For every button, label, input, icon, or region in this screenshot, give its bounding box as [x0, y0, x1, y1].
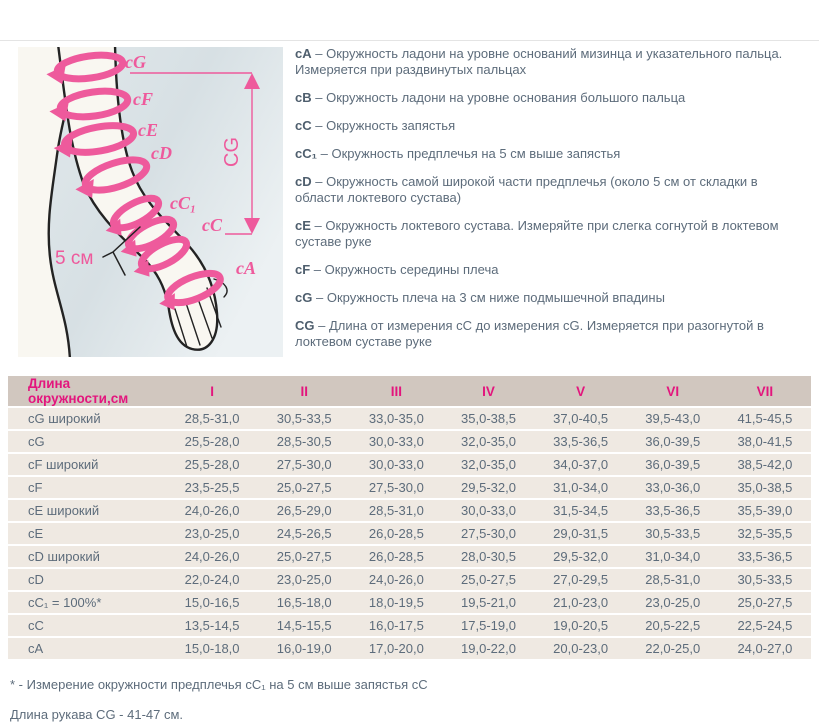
legend-item-text: Окружность ладони на уровне оснований мизинца и указательного пальца. Измеряется при раздвинутых пальцах	[295, 46, 783, 77]
size-value: 28,5-31,0	[166, 408, 258, 429]
measurement-label-cc: cC	[202, 215, 222, 235]
size-value: 23,0-25,0	[258, 569, 350, 590]
size-value: 34,0-37,0	[535, 454, 627, 475]
legend-item-text: Окружность ладони на уровне основания большого пальца	[326, 90, 686, 105]
size-value: 16,5-18,0	[258, 592, 350, 613]
legend-item	[295, 90, 809, 106]
size-value: 27,5-30,0	[442, 523, 534, 544]
legend-item-label: cC	[295, 118, 312, 133]
legend-item-separator: –	[315, 46, 323, 61]
footnote-sleeve-length: Длина рукава CG - 41-47 см.	[10, 707, 184, 722]
legend-item-text: Окружность самой широкой части предплечья (около 5 см от складки в области локтевого сустава)	[295, 174, 758, 205]
legend-item-label: CG	[295, 318, 315, 333]
size-value: 30,0-33,0	[442, 500, 534, 521]
size-value: 24,0-26,0	[166, 500, 258, 521]
size-value: 23,5-25,5	[166, 477, 258, 498]
size-value: 41,5-45,5	[719, 408, 811, 429]
five-cm-label: 5 см	[55, 248, 94, 269]
size-value: 22,0-24,0	[166, 569, 258, 590]
row-label: cD широкий	[8, 546, 166, 567]
size-value: 36,0-39,5	[627, 431, 719, 452]
legend-item-separator: –	[314, 218, 322, 233]
legend	[283, 46, 809, 362]
table-row	[8, 592, 811, 613]
size-value: 25,0-27,5	[258, 546, 350, 567]
table-row	[8, 408, 811, 429]
footnote-asterisk: * - Измерение окружности предплечья cC₁ на 5 см выше запястья cC	[10, 677, 428, 692]
legend-item-label: cG	[295, 290, 313, 305]
row-label: cG широкий	[8, 408, 166, 429]
size-value: 15,0-16,5	[166, 592, 258, 613]
size-value: 37,0-40,5	[535, 408, 627, 429]
size-value: 18,0-19,5	[350, 592, 442, 613]
row-label: cE	[8, 523, 166, 544]
measurement-label-cg: cG	[125, 52, 146, 72]
size-value: 38,5-42,0	[719, 454, 811, 475]
size-value: 31,0-34,0	[627, 546, 719, 567]
size-value: 30,0-33,0	[350, 431, 442, 452]
cg-dimension-label: CG	[221, 137, 243, 167]
size-value: 19,0-22,0	[442, 638, 534, 659]
size-value: 27,0-29,5	[535, 569, 627, 590]
legend-item-label: cF	[295, 262, 311, 277]
size-value: 33,5-36,5	[627, 500, 719, 521]
footnotes	[10, 677, 819, 722]
column-header-size-3: III	[350, 376, 442, 406]
legend-item-label: cE	[295, 218, 311, 233]
size-value: 30,5-33,5	[719, 569, 811, 590]
size-value: 25,5-28,0	[166, 431, 258, 452]
size-value: 21,0-23,0	[535, 592, 627, 613]
legend-item-label: cD	[295, 174, 312, 189]
size-value: 39,5-43,0	[627, 408, 719, 429]
size-value: 14,5-15,5	[258, 615, 350, 636]
legend-item-label: cB	[295, 90, 312, 105]
size-value: 26,5-29,0	[258, 500, 350, 521]
size-value: 13,5-14,5	[166, 615, 258, 636]
table-row	[8, 638, 811, 659]
size-value: 16,0-17,5	[350, 615, 442, 636]
size-value: 30,0-33,0	[350, 454, 442, 475]
size-value: 25,0-27,5	[258, 477, 350, 498]
size-value: 25,5-28,0	[166, 454, 258, 475]
size-table	[8, 374, 811, 661]
table-row	[8, 546, 811, 567]
arm-measurement-diagram	[18, 47, 283, 357]
size-value: 24,0-26,0	[166, 546, 258, 567]
table-row	[8, 615, 811, 636]
size-value: 15,0-18,0	[166, 638, 258, 659]
size-value: 33,5-36,5	[719, 546, 811, 567]
legend-item-text: Длина от измерения cC до измерения cG. Измеряется при разогнутой в локтевом суставе руке	[295, 318, 764, 349]
size-value: 33,0-35,0	[350, 408, 442, 429]
size-value: 29,5-32,0	[535, 546, 627, 567]
legend-item	[295, 174, 809, 206]
legend-item-separator: –	[318, 318, 326, 333]
size-value: 32,5-35,5	[719, 523, 811, 544]
size-value: 27,5-30,0	[258, 454, 350, 475]
size-value: 30,5-33,5	[627, 523, 719, 544]
size-value: 20,5-22,5	[627, 615, 719, 636]
measurement-label-ca: cA	[236, 258, 256, 278]
row-label: cG	[8, 431, 166, 452]
measurement-label-cd: cD	[151, 143, 172, 163]
size-table-body	[8, 408, 811, 659]
size-value: 35,0-38,5	[719, 477, 811, 498]
legend-item	[295, 318, 809, 350]
legend-item-text: Окружность плеча на 3 см ниже подмышечной впадины	[326, 290, 665, 305]
legend-item-label: cC₁	[295, 146, 317, 161]
size-value: 24,0-27,0	[719, 638, 811, 659]
size-value: 31,5-34,5	[535, 500, 627, 521]
upper-section	[0, 41, 819, 362]
size-value: 23,0-25,0	[627, 592, 719, 613]
size-value: 28,0-30,5	[442, 546, 534, 567]
size-value: 28,5-30,5	[258, 431, 350, 452]
size-value: 19,0-20,5	[535, 615, 627, 636]
size-value: 26,0-28,5	[350, 546, 442, 567]
top-divider	[0, 0, 819, 41]
size-value: 35,0-38,5	[442, 408, 534, 429]
column-header-size-4: IV	[442, 376, 534, 406]
row-label: cF	[8, 477, 166, 498]
size-value: 30,5-33,5	[258, 408, 350, 429]
legend-item-text: Окружность предплечья на 5 см выше запястья	[331, 146, 621, 161]
size-value: 32,0-35,0	[442, 454, 534, 475]
row-label: cA	[8, 638, 166, 659]
table-row	[8, 454, 811, 475]
size-value: 23,0-25,0	[166, 523, 258, 544]
legend-item	[295, 118, 809, 134]
legend-item-text: Окружность запястья	[326, 118, 456, 133]
size-value: 24,5-26,5	[258, 523, 350, 544]
row-label: cC	[8, 615, 166, 636]
legend-item	[295, 46, 809, 78]
legend-item	[295, 262, 809, 278]
column-header-size-2: II	[258, 376, 350, 406]
column-header-size-6: VI	[627, 376, 719, 406]
size-value: 38,0-41,5	[719, 431, 811, 452]
column-header-size-5: V	[535, 376, 627, 406]
column-header-size-7: VII	[719, 376, 811, 406]
column-header-measurement: Длина окружности,см	[8, 376, 166, 406]
size-value: 19,5-21,0	[442, 592, 534, 613]
size-value: 17,0-20,0	[350, 638, 442, 659]
table-row	[8, 500, 811, 521]
table-row	[8, 523, 811, 544]
size-value: 26,0-28,5	[350, 523, 442, 544]
legend-item	[295, 290, 809, 306]
legend-item-separator: –	[315, 90, 323, 105]
size-value: 33,5-36,5	[535, 431, 627, 452]
size-value: 29,5-32,0	[442, 477, 534, 498]
column-header-size-1: I	[166, 376, 258, 406]
legend-item	[295, 218, 809, 250]
table-row	[8, 569, 811, 590]
row-label: cF широкий	[8, 454, 166, 475]
size-value: 29,0-31,5	[535, 523, 627, 544]
measurement-label-cf: cF	[133, 89, 153, 109]
size-value: 22,0-25,0	[627, 638, 719, 659]
size-value: 31,0-34,0	[535, 477, 627, 498]
row-label: cC₁ = 100%*	[8, 592, 166, 613]
size-value: 20,0-23,0	[535, 638, 627, 659]
legend-item-text: Окружность середины плеча	[324, 262, 499, 277]
size-value: 35,5-39,0	[719, 500, 811, 521]
measurement-label-cc1: cC₁	[170, 193, 197, 213]
legend-item-separator: –	[313, 262, 322, 277]
size-value: 28,5-31,0	[627, 569, 719, 590]
size-value: 25,0-27,5	[442, 569, 534, 590]
table-row	[8, 477, 811, 498]
size-value: 32,0-35,0	[442, 431, 534, 452]
size-value: 24,0-26,0	[350, 569, 442, 590]
size-value: 16,0-19,0	[258, 638, 350, 659]
legend-item-separator: –	[315, 118, 323, 133]
size-value: 22,5-24,5	[719, 615, 811, 636]
table-row	[8, 431, 811, 452]
size-value: 28,5-31,0	[350, 500, 442, 521]
size-value: 33,0-36,0	[627, 477, 719, 498]
size-value: 25,0-27,5	[719, 592, 811, 613]
measurement-label-ce: cE	[138, 120, 158, 140]
size-value: 17,5-19,0	[442, 615, 534, 636]
legend-item-label: cA	[295, 46, 312, 61]
size-value: 36,0-39,5	[627, 454, 719, 475]
row-label: cD	[8, 569, 166, 590]
legend-item-separator: –	[315, 174, 323, 189]
size-value: 27,5-30,0	[350, 477, 442, 498]
table-header-row	[8, 376, 811, 406]
legend-item-separator: –	[320, 146, 328, 161]
legend-item-text: Окружность локтевого сустава. Измеряйте при слегка согнутой в локтевом суставе руке	[295, 218, 779, 249]
legend-item	[295, 146, 809, 162]
legend-item-separator: –	[315, 290, 324, 305]
row-label: cE широкий	[8, 500, 166, 521]
